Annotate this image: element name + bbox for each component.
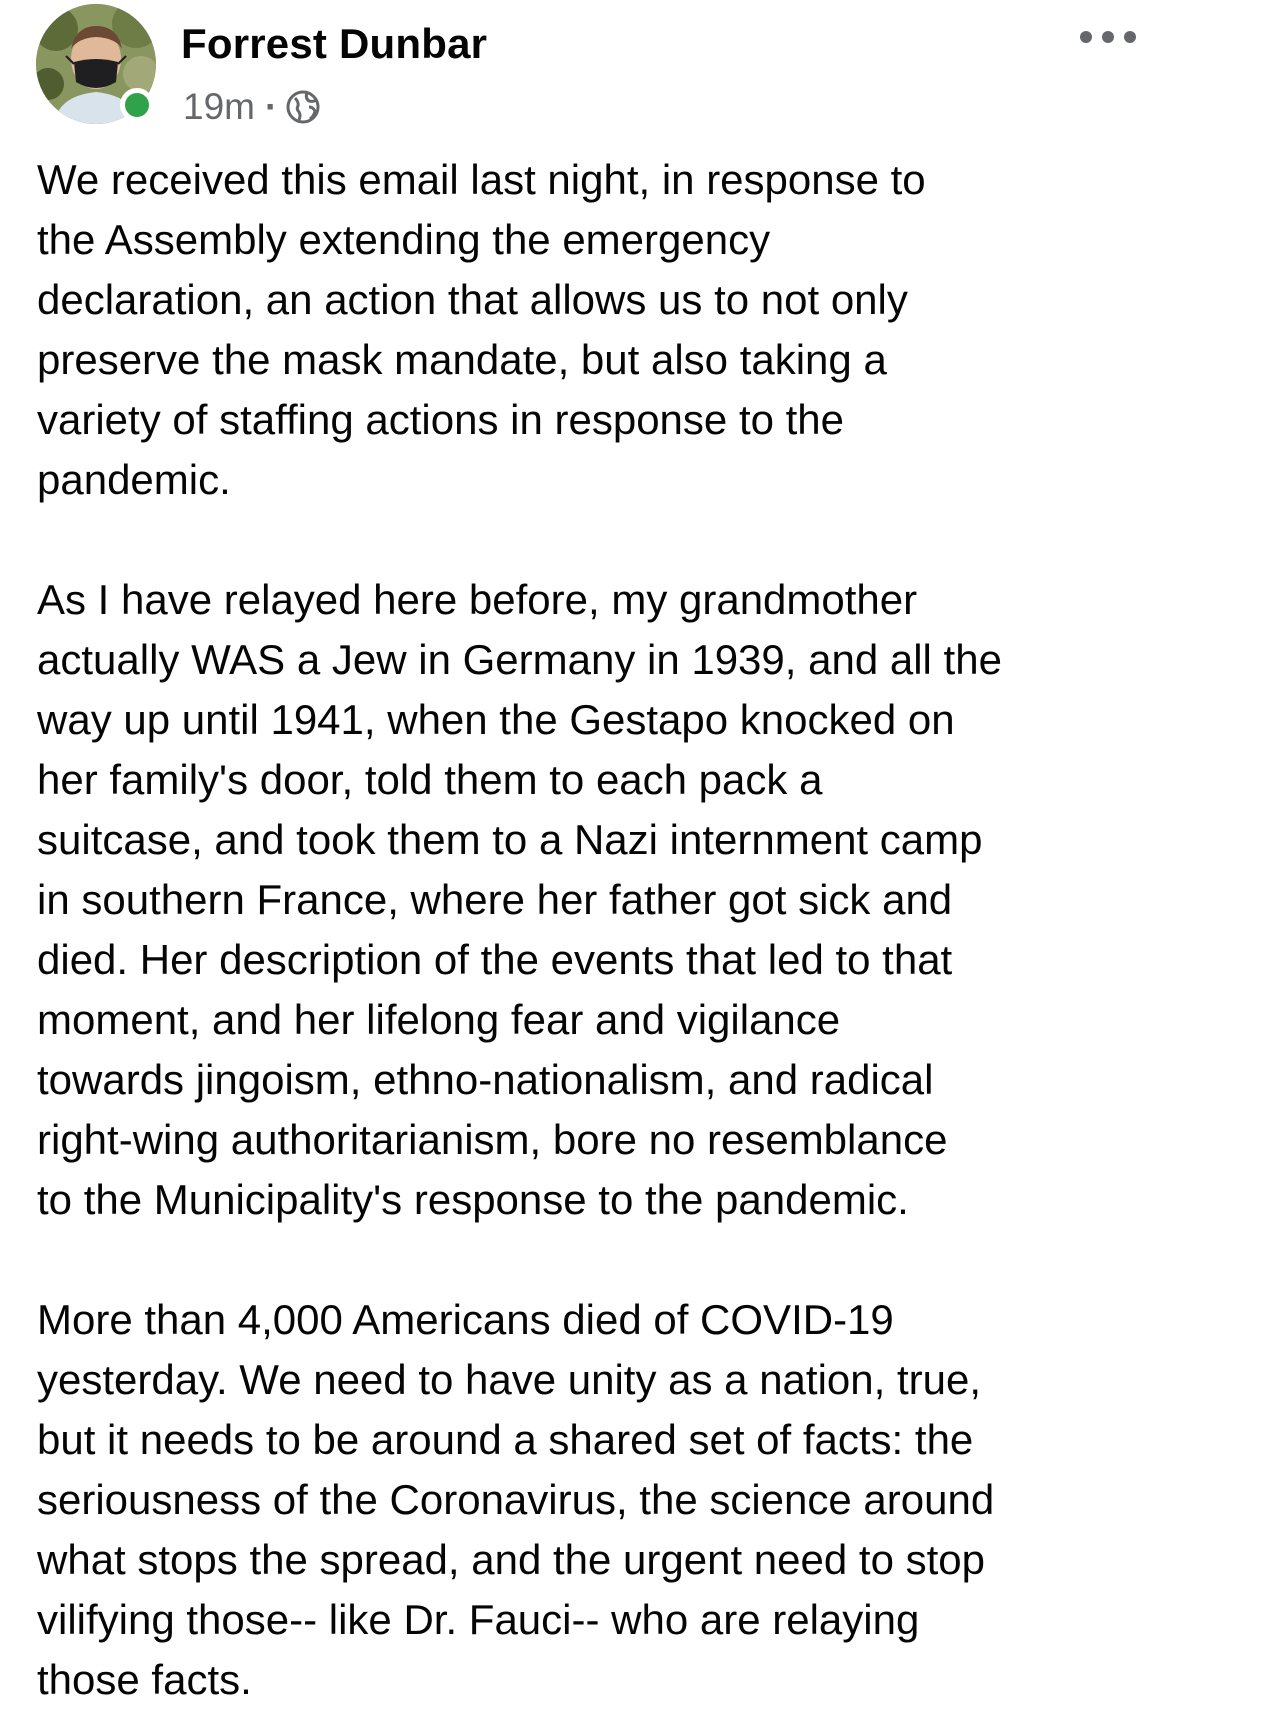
more-dot [1124, 31, 1136, 43]
post-timestamp[interactable]: 19m [183, 86, 255, 127]
post-author-name[interactable]: Forrest Dunbar [181, 20, 488, 67]
meta-separator: · [264, 86, 278, 127]
post-header [36, 4, 1196, 134]
post-paragraph-2: As I have relayed here before, my grandmother actually WAS a Jew in Germany in 1939, and all the way up until 1941, when the Gestapo knocked on her family's door, told them to each pack a suitcase, and took them to a Nazi internment camp in southern France, where her father got sick and died. Her description of the events that led to that moment, and her lifelong fear and vigilance towards jingoism, ethno-nationalism, and radical right-wing authoritarianism, bore no resemblance to the Municipality's response to the pandemic. [37, 576, 1002, 1223]
online-status-indicator [120, 88, 154, 122]
post-meta [183, 82, 321, 132]
post-paragraph-3: More than 4,000 Americans died of COVID-19 yesterday. We need to have unity as a nation, true, but it needs to be around a shared set of facts: the seriousness of the Coronavirus, the science around what stops the spread, and the urgent need to stop vilifying those-- like Dr. Fauci-- who are relaying those facts. [37, 1296, 995, 1703]
more-dot [1102, 31, 1114, 43]
more-options-icon[interactable] [1080, 22, 1136, 52]
globe-icon [285, 89, 321, 125]
post-body [37, 150, 1157, 1710]
more-dot [1080, 31, 1092, 43]
post-paragraph-1: We received this email last night, in response to the Assembly extending the emergency declaration, an action that allows us to not only preserve the mask mandate, but also taking a variety of staffing actions in response to the pandemic. [37, 156, 926, 503]
